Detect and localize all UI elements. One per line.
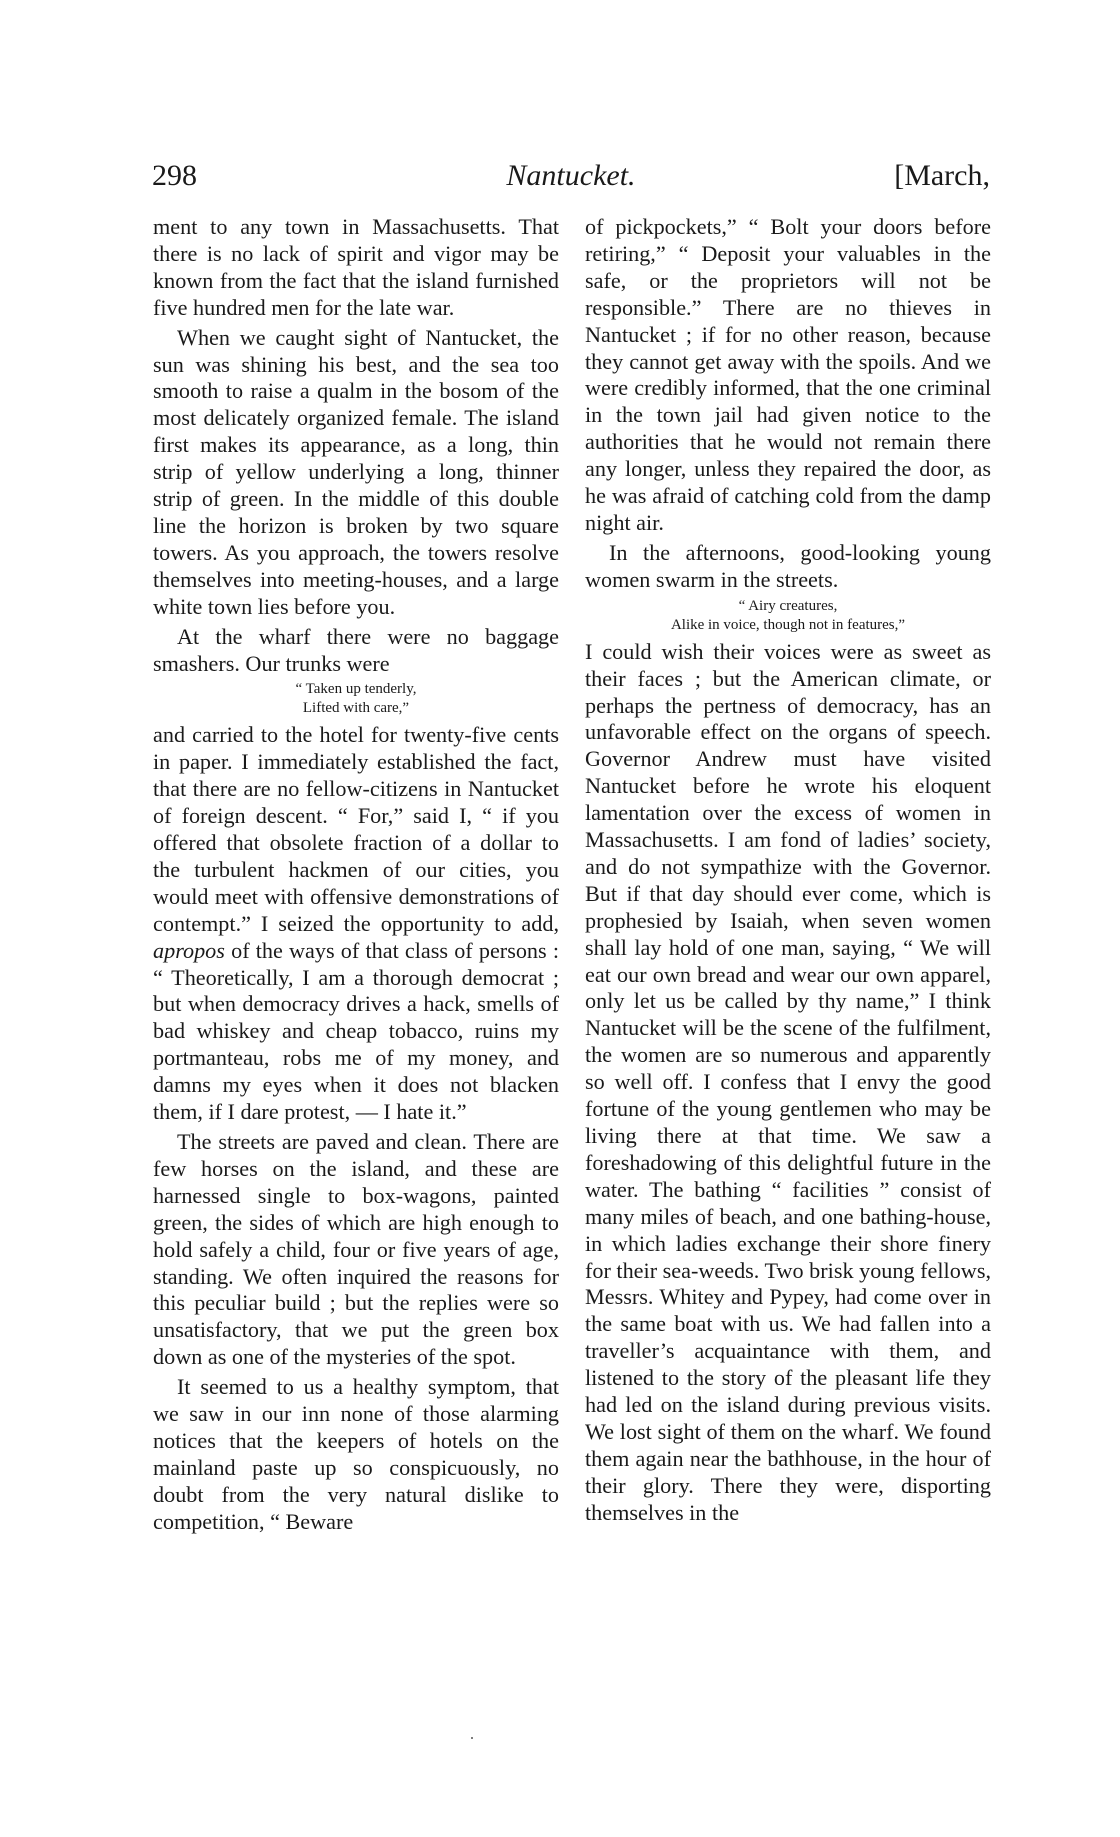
verse-line: Lifted with care,” [302,700,410,717]
italic-word: apropos [153,937,225,963]
verse-quote [153,680,559,718]
verse-line: Alike in voice, though not in features,” [670,616,906,633]
paragraph: The streets are paved and clean. There are few horses on the island, and these are harnessed single to box-wagons, painted green, the sides of which are high enough to hold safely a child, four or five years of age, standing. We often inquired the reasons for this peculiar build ; but the replies were so unsatisfactory, that we put the green box down as one of the mysteries of the spot. [153,1129,559,1370]
page-number: 298 [152,159,197,192]
paragraph: When we caught sight of Nantucket, the sun was shining his best, and the sea too smooth to raise a qualm in the bosom of the most delicately organized female. The island first makes its appearance, as a long, thin strip of yellow underlying a long, thinner strip of green. In the middle of this double line the horizon is broken by two square towers. As you approach, the towers resolve themselves into meeting-houses, and a large white town lies before you. [153,324,559,619]
verse-line: “ Taken up tenderly, [295,681,417,698]
running-header [152,154,990,198]
paragraph-text: of the ways of that class of persons : “ Theoretically, I am a thorough democrat ; but when democracy drives a hack, smells of bad whiskey and cheap tobacco, ruins my portmanteau, robs me of my money, and damns my eyes when it does not blacken them, if I dare protest, — I hate it.” [153,937,559,1125]
paragraph: At the wharf there were no baggage smashers. Our trunks were [153,623,559,676]
paragraph: It seemed to us a healthy symptom, that we saw in our inn none of those alarming notices that the keepers of hotels on the mainland paste up so conspicuously, no doubt from the very natural dislike to competition, “ Beware [153,1374,559,1534]
verse-line: “ Airy creatures, [738,597,838,614]
paragraph: ment to any town in Massachusetts. That there is no lack of spirit and vigor may be known from the fact that the island furnished five hundred men for the late war. [153,214,559,320]
paragraph: I could wish their voices were as sweet as their faces ; but the American climate, or perhaps the pertness of democracy, has an unfavorable effect on the organs of speech. Governor Andrew must have visited Nantucket before he wrote his eloquent lamentation over the excess of women in Massachusetts. I am fond of ladies’ society, and do not sympathize with the Governor. But if that day should ever come, which is prophesied by Isaiah, when seven women shall lay hold of one man, saying, “ We will eat our own bread and wear our own apparel, only let us be called by thy name,” I think Nantucket will be the scene of the fulfilment, the women are so numerous and apparently so well off. I confess that I envy the good fortune of the young gentlemen who may be living there at that time. We saw a foreshadowing of this delightful future in the water. The bathing “ facilities ” consist of many miles of beach, and one bathing-house, in which ladies exchange their shore finery for their sea-weeds. Two brisk young fellows, Messrs. Whitey and Pypey, had come over in the same boat with us. We had fallen into a traveller’s acquaintance with them, and listened to the story of the pleasant life they had led on the island during previous visits. We lost sight of them on the wharf. We found them again near the bathhouse, in the hour of their glory. There they were, disporting themselves in the [585,638,991,1525]
paragraph: of pickpockets,” “ Bolt your doors before retiring,” “ Deposit your valuables in the safe, or the proprietors will not be responsible.” There are no thieves in Nantucket ; if for no other reason, because they cannot get away with the spoils. And we were credibly informed, that the one criminal in the town jail had given notice to the authorities that he would not remain there any longer, unless they repaired the door, as he was afraid of catching cold from the damp night air. [585,214,991,535]
scan-speck [470,1736,474,1740]
paragraph: In the afternoons, good-looking young women swarm in the streets. [585,539,991,592]
paragraph [153,722,559,1126]
running-month: [March, [894,159,990,192]
right-column [585,214,991,1530]
paragraph-text: and carried to the hotel for twenty-five cents in paper. I immediately established the fact, that there are no fellow-citizens in Nantucket of foreign descent. “ For,” said I, “ if you offered that obsolete fraction of a dollar to the turbulent hackmen of our cities, you would meet with offensive demonstrations of contempt.” I seized the opportunity to add, [153,722,559,936]
left-column [153,214,559,1539]
running-title: Nantucket. [506,159,636,192]
verse-quote [585,597,991,635]
